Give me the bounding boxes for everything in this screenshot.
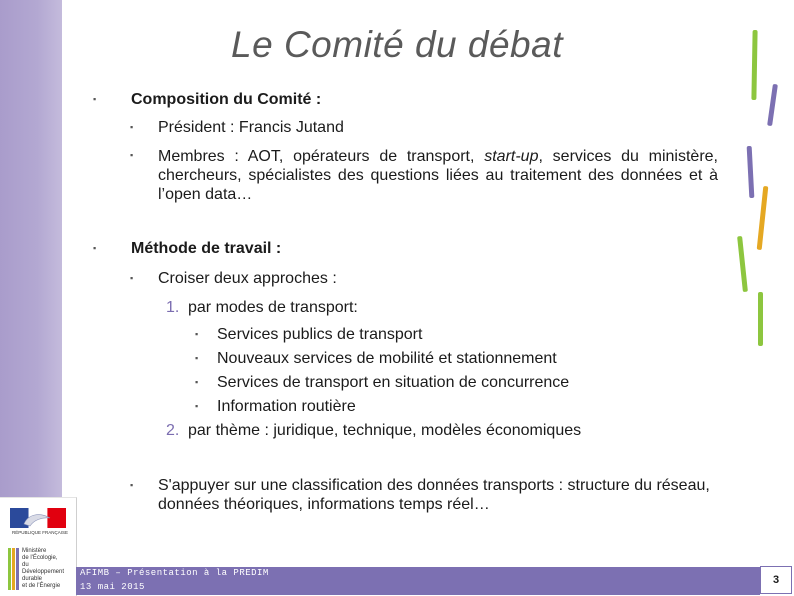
appuyer-item: S'appuyer sur une classification des données transports : structure du réseau, données théoriques, informations temps réel… [158,477,710,513]
approach-number: 2. [166,422,180,439]
logo-ministry-text: Ministère de l'Écologie, du Développement durable et de l'Énergie [22,548,65,589]
croiser-item: Croiser deux approches : [158,270,337,287]
bullet-marker: ▪ [195,377,199,387]
logo-republique: RÉPUBLIQUE FRANÇAISE [12,530,69,535]
footer-date: 13 mai 2015 [80,582,145,592]
composition-heading: Composition du Comité : [131,91,322,108]
president-item: Président : Francis Jutand [158,119,344,136]
footer-presentation: AFIMB – Présentation à la PREDIM [80,568,269,578]
left-decorative-band [0,0,62,497]
mode-item: Nouveaux services de mobilité et stationnement [217,350,557,367]
mode-item: Services publics de transport [217,326,423,343]
bullet-marker: ▪ [195,401,199,411]
bullet-marker: ▪ [195,329,199,339]
logo-ribbon-green [8,548,11,590]
mode-item: Information routière [217,398,356,415]
membres-item: Membres : AOT, opérateurs de transport, start-up, services du ministère, chercheurs, spécialistes des questions liées au traitement des données et à l’open data… [158,148,719,203]
bullet-marker: ▪ [195,353,199,363]
page-number: 3 [760,566,792,594]
methode-heading: Méthode de travail : [131,240,282,257]
approach-modes: par modes de transport: [188,299,358,316]
bullet-marker: ▪ [130,273,134,283]
bullet-marker: ▪ [130,122,134,132]
approach-number: 1. [166,299,180,316]
logo-ribbon-purple [16,548,19,590]
marianne-flag-icon [10,508,66,528]
bullet-marker: ▪ [130,480,134,490]
bullet-marker: ▪ [93,243,97,253]
bullet-marker: ▪ [130,150,134,160]
bullet-marker: ▪ [93,94,97,104]
mode-item: Services de transport en situation de concurrence [217,374,570,391]
logo-ribbon-yellow [12,548,15,590]
approach-theme: par thème : juridique, technique, modèles économiques [188,422,582,439]
slide-title: Le Comité du débat [231,24,563,65]
